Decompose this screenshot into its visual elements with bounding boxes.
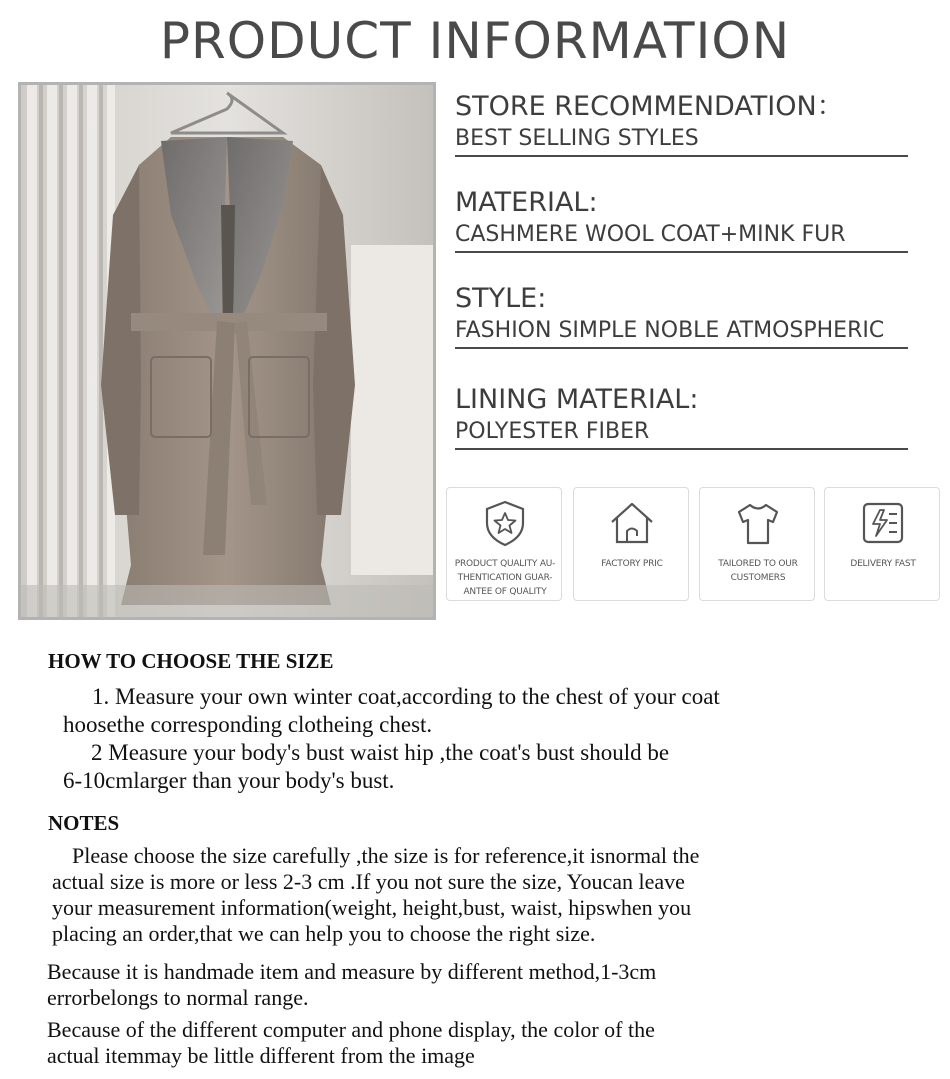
delivery-icon [858,498,908,548]
spec-label: LINING MATERIAL: [455,384,699,415]
notes-display-line: Because of the different computer and phone display, the color of the [47,1017,655,1042]
notes-handmade-line: errorbelongs to normal range. [47,985,309,1010]
feature-badges [446,487,942,603]
spec-value: FASHION SIMPLE NOBLE ATMOSPHERIC [455,316,908,349]
notes-display-line: actual itemmay be little different from the image [47,1043,475,1068]
size-guide-line: 2 Measure your body's bust waist hip ,the coat's bust should be [91,740,670,765]
feature-delivery [824,487,940,601]
house-icon [607,498,657,548]
feature-quality [446,487,562,601]
spec-lining-material [455,383,910,450]
size-guide-heading: HOW TO CHOOSE THE SIZE [48,649,334,673]
spec-style [455,282,910,349]
spec-value: BEST SELLING STYLES [455,124,908,157]
feature-caption: TAILORED TO OUR CUSTOMERS [718,559,798,583]
spec-value: POLYESTER FIBER [455,417,908,450]
notes-line: actual size is more or less 2-3 cm .If you not sure the size, Youcan leave [52,869,685,894]
coat-illustration [21,85,433,617]
spec-label: STYLE: [455,283,547,314]
notes-line: placing an order,that we can help you to choose the right size. [52,921,596,946]
spec-label: MATERIAL: [455,187,598,218]
notes-line: your measurement information(weight, height,bust, waist, hipswhen you [52,895,692,920]
spec-value: CASHMERE WOOL COAT+MINK FUR [455,220,908,253]
feature-tailored [699,487,815,601]
feature-factory-price [573,487,689,601]
feature-caption: DELIVERY FAST [850,559,916,569]
spec-material [455,186,910,253]
product-photo [18,82,436,620]
notes-line: Please choose the size carefully ,the size is for reference,it isnormal the [72,843,700,868]
spec-store-recommendation [455,90,910,157]
page-title: PRODUCT INFORMATION [159,12,791,70]
spec-label: STORE RECOMMENDATION： [455,91,844,122]
size-guide-line: hoosethe corresponding clotheing chest. [63,712,433,737]
feature-caption: PRODUCT QUALITY AU- THENTICATION GUAR- ANTEE OF QUALITY [454,559,556,597]
size-guide-line: 6-10cmlarger than your body's bust. [63,768,395,793]
size-guide-line: 1. Measure your own winter coat,according to the chest of your coat [92,684,720,709]
feature-caption: FACTORY PRIC [601,559,663,569]
shield-star-icon [480,498,530,548]
tshirt-icon [733,498,783,548]
notes-handmade-line: Because it is handmade item and measure by different method,1-3cm [47,959,657,984]
notes-heading: NOTES [48,811,120,835]
